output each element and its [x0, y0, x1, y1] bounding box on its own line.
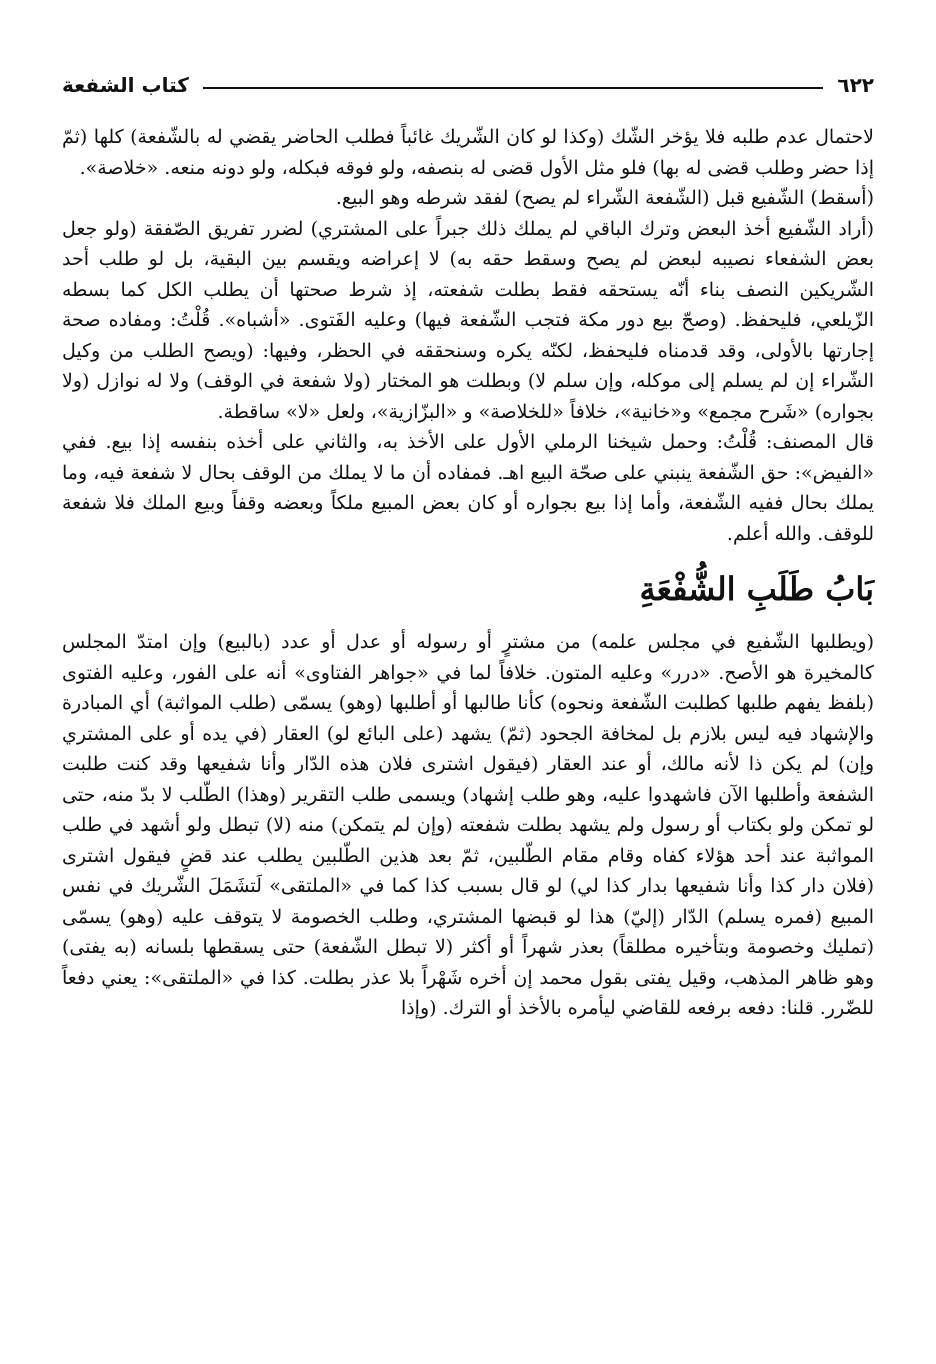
page — [62, 70, 874, 1024]
paragraph: (ويطلبها الشّفيع في مجلس علمه) من مشترٍ أو رسوله أو عدل أو عدد (بالبيع) وإن امتدّ المجلس كالمخيرة هو الأصح. «درر» وعليه المتون. خلافاً لما في «جواهر الفتاوى» أنه على الفور، وعليه الفتوى (بلفظ يفهم طلبها كطلبت الشّفعة ونحوه) كأنا طالبها أو أطلبها (وهو) يسمّى (طلب المواثبة) أي المبادرة والإشهاد فيه ليس بلازم بل لمخافة الجحود (ثمّ) يشهد (على البائع لو) العقار (في يده أو على المشتري وإن) لم يكن ذا لأنه مالك، أو عند العقار (فيقول اشترى فلان هذه الدّار وأنا شفيعها وقد كنت طلبت الشفعة وأطلبها الآن فاشهدوا عليه، وهو طلب إشهاد) ويسمى طلب التقرير (وهذا) الطّلب لا بدّ منه، حتى لو تمكن ولو بكتاب أو رسول ولم يشهد بطلت شفعته (وإن لم يتمكن) منه (لا) تبطل ولو أشهد في طلب المواثبة عند أحد هؤلاء كفاه وقام مقام الطّلبين، ثمّ بعد هذين الطّلبين يطلب عند قضٍ فيقول اشترى (فلان دار كذا وأنا شفيعها بدار كذا لي) لو قال بسبب كذا كما في «الملتقى» لَتشَمَلَ الشّريك في نفس المبيع (فمره يسلم) الدّار (إليّ) هذا لو قبضها المشتري، وطلب الخصومة لا يتوقف عليه (وهو) يسمّى (تمليك وخصومة وبتأخيره مطلقاً) بعذر شهراً أو أكثر (لا تبطل الشّفعة) حتى يسقطها بلسانه (به يفتى) وهو ظاهر المذهب، وقيل يفتى بقول محمد إن أخره شَهْراً بلا عذر بطلت. كذا في «الملتقى»: يعني دفعاً للضّرر. قلنا: دفعه برفعه للقاضي ليأمره بالأخذ أو الترك. (وإذا — [62, 631, 874, 1019]
book-title: كتاب الشفعة — [62, 73, 189, 97]
body-text — [62, 122, 874, 1024]
page-header — [62, 70, 874, 100]
header-rule — [203, 87, 823, 89]
section-title: بَابُ طَلَبِ الشُّفْعَةِ — [639, 570, 874, 608]
page-number: ٦٢٢ — [837, 73, 874, 97]
paragraph: (أراد الشّفيع أخذ البعض وترك الباقي لم يملك ذلك جبراً على المشتري) لضرر تفريق الصّفقة (ولو جعل بعض الشفعاء نصيبه لبعض لم يصح وسقط حقه به) لا إعراضه ويقسم بين البقية، بل لو طلب أحد الشّريكين النصف بناء أنّه يستحقه فقط بطلت شفعته، إذ شرط صحتها أن يطلب الكل كما بسطه الزّيلعي، فليحفظ. (وصحّ بيع دور مكة فتجب الشّفعة فيها) وعليه الفَتوى. «أشباه». قُلْتُ: ومفاده صحة إجارتها بالأولى، وقد قدمناه فليحفظ، لكنّه يكره وسنحققه في الحظر، وفيها: (ويصح الطلب من وكيل الشّراء إن لم يسلم إلى موكله، وإن سلم لا) وبطلت هو المختار (ولا شفعة في الوقف) ولا له نوازل (ولا بجواره) «شَرح مجمع» و«خانية»، خلافاً «للخلاصة» و «البزّازية»، ولعل «لا» ساقطة. — [62, 217, 874, 423]
paragraph: لاحتمال عدم طلبه فلا يؤخر الشّك (وكذا لو كان الشّريك غائباً فطلب الحاضر يقضي له بالشّفعة) كلها (ثمّ إذا حضر وطلب قضى له بها) فلو مثل الأول قضى له بنصفه، ولو فوقه فبكله، ولو دونه منعه. «خلاصة». — [62, 126, 874, 179]
paragraph: قال المصنف: قُلْتُ: وحمل شيخنا الرملي الأول على الأخذ به، والثاني على أخذه بنفسه إذا بيع. ففي «الفيض»: حق الشّفعة ينبني على صحّة البيع اهـ. فمفاده أن ما لا يملك من الوقف بحال لا شفعة فيه، وما يملك بحال ففيه الشّفعة، وأما إذا بيع بجواره أو كان بعض المبيع ملكاً وبعضه وقفاً وبيع الملك فلا شفعة للوقف. والله أعلم. — [62, 431, 874, 545]
paragraph: (أسقط) الشّفيع قبل (الشّفعة الشّراء لم يصح) لفقد شرطه وهو البيع. — [335, 187, 874, 209]
